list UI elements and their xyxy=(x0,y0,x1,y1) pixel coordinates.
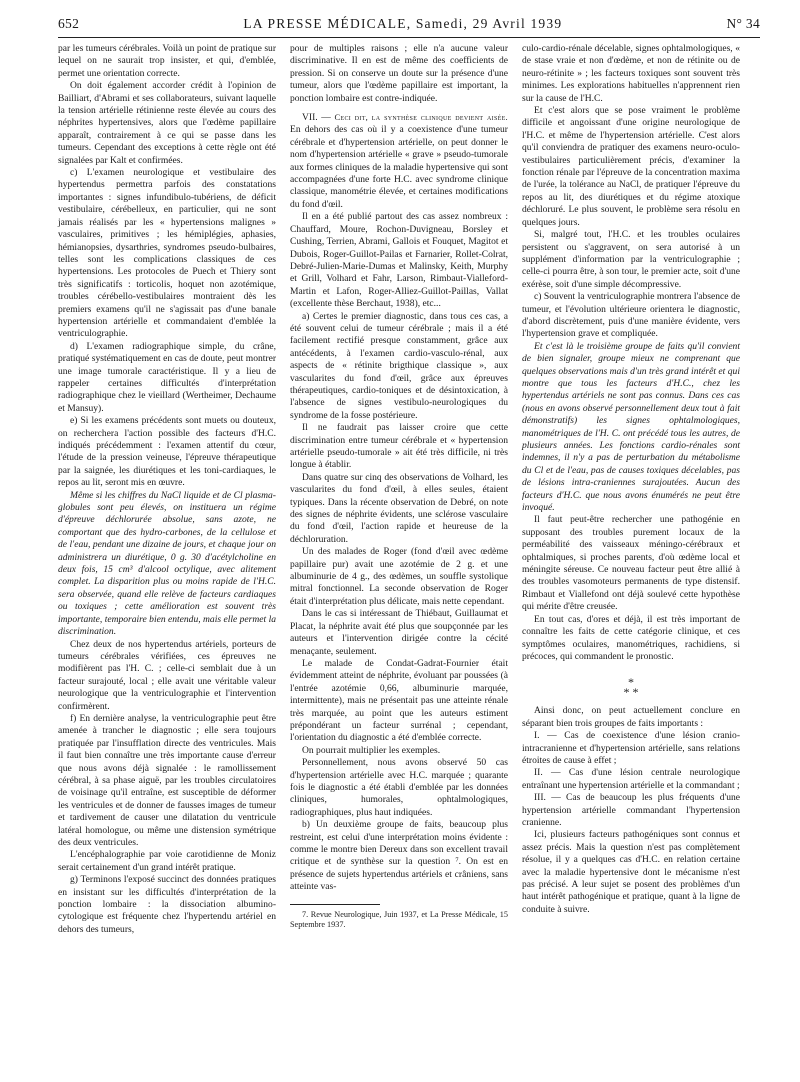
paragraph: b) Un deuxième groupe de faits, beaucoup plus restreint, est celui d'une interprétation moins évidente : comme le montre bien Dereux dans son excellent travail critique et de synthèse sur la question ⁷. On est en présence de sujets hypertendus artériels et crâniens, sans atteinte vas- xyxy=(290,819,508,893)
section-heading xyxy=(290,111,508,211)
paragraph: culo-cardio-rénale décelable, signes ophtalmologiques, « de stase vraie et non d'œdème, et non de rétinite ou de neuro-rétinite » ; les facteurs toxiques sont souvent très minimes. Les explorations habituelles n'apprennent rien sur la cause de l'H.C. xyxy=(522,43,740,104)
paragraph: Et c'est là le troisième groupe de faits qu'il convient de bien signaler, groupe mieux ne comprenant que quelques observations mais d'un très grand intérêt et qui montre que tous les facteurs d'H.C., chez les hypertendus artériels ne sont pas connus. Dans ces cas (nous en avons observé personnellement deux tout à fait démonstratifs) les signes ophtalmologiques, manométriques de l'H. C. ont précédé tous les autres, de plusieurs années. Les fonctions cardio-rénales sont indemnes, il n'y a pas de perturbation du métabolisme du Cl et de l'eau, pas de causes toxiques décelables, pas de lésions intra-craniennes surajoutées. Aucun des facteurs d'H.C. que nous avons énumérés ne peut être invoqué. xyxy=(522,340,740,514)
paragraph: c) L'examen neurologique et vestibulaire des hypertendus permettra parfois des constatations importantes : signes infundibulo-tubériens, de déficit vestibulaire, cérébelleux, en particulier, qui ne sont jamais réalisés par les « hypertensions malignes » vasculaires, primitives ; les hémiplégies, aphasies, hémianopsies, dysarthries, syndromes pseudo-bulbaires, telles sont les complications classiques de ces hypertensions. Les protocoles de Puech et Thiery sont très significatifs : torticolis, hoquet non azotémique, troubles cérébello-vestibulaires montraient dès les premiers examens qu'il ne s'agissait pas d'une banale hypertension artérielle et commandaient d'emblée la ventriculographie. xyxy=(58,167,276,340)
issue-number: N° 34 xyxy=(726,16,760,31)
paragraph: Il ne faudrait pas laisser croire que cette discrimination entre tumeur cérébrale et « hypertension artérielle pseudo-tumorale » ait été très difficile, ni très longue à établir. xyxy=(290,422,508,471)
section-title: Ceci dit, la synthèse clinique devient aisée. xyxy=(334,112,508,123)
paragraph: Chez deux de nos hypertendus artériels, porteurs de tumeurs cérébrales vérifiées, ces épreuves ne modifièrent pas l'H. C. ; celle-ci semblait due à un facteur surajouté, local ; elle avait une véritable valeur neurologique que la ventriculographie et l'intervention confirmèrent. xyxy=(58,638,276,712)
page-header xyxy=(58,16,760,36)
column-1 xyxy=(58,43,276,936)
paragraph: En tout cas, d'ores et déjà, il est très important de connaître les faits de cette catégorie clinique, et ces symptômes oculaires, manométriques, rachidiens, si précoces, qui commandent le pronostic. xyxy=(522,613,740,662)
paragraph: Il en a été publié partout des cas assez nombreux : Chauffard, Moure, Rochon-Duvigneau, Borsley et Cushing, Terrien, Abrami, Gallois et Fouquet, Magitot et Dubois, Roger-Guillot-Pailas et Farnarier, Rollet-Colrat, Debré-Julien-Marie-Dumas et Malinsky, Keith, Murphy et Grill, Volhard et Fahr, Larson, Rimbaut-Vialleford-Martin et Lafon, Roger-Alliez-Guillot-Paillas, Vallat (excellente thèse Berchaut, 1938), etc... xyxy=(290,211,508,310)
paragraph: Ici, plusieurs facteurs pathogéniques sont connus et assez précis. Mais la question n'est pas complètement résolue, il y a quelques cas d'H.C. en relation certaine avec la maladie hypertensive dont le mécanisme n'est pas précisé. A leur sujet se posent des problèmes d'un haut intérêt pathogénique et pratique, quant à la ligne de conduite à suivre. xyxy=(522,829,740,915)
column-3 xyxy=(522,43,740,916)
footnote: 7. Revue Neurologique, Juin 1937, et La Presse Médicale, 15 Septembre 1937. xyxy=(290,909,508,930)
page-number: 652 xyxy=(58,16,80,31)
paragraph: Dans quatre sur cinq des observations de Volhard, les vascularites du fond d'œil, à elles seules, étaient typiques. Dans la récente observation de Debré, on note des signes de néphrite évidents, une sclérose vasculaire du fond d'œil, l'action rapide et heureuse de la déchloruration. xyxy=(290,471,508,545)
journal-title: LA PRESSE MÉDICALE, Samedi, 29 Avril 1939 xyxy=(243,16,563,31)
paragraph: Dans le cas si intéressant de Thiébaut, Guillaumat et Placat, la néphrite avait été plus que soupçonnée par les auteurs et l'intervention dirigée contre la cécité menaçante, seulement. xyxy=(290,608,508,657)
column-2 xyxy=(290,43,508,931)
section-number: VII. — xyxy=(302,112,331,124)
list-item: I. — Cas de coexistence d'une lésion cranio-intracranienne et d'hypertension artérielle, sans relations étroites de cause à effet ; xyxy=(522,730,740,766)
paragraph: par les tumeurs cérébrales. Voilà un point de pratique sur lequel on ne saurait trop insister, et qui, d'emblée, permet une orientation correcte. xyxy=(58,43,276,79)
paragraph: Et c'est alors que se pose vraiment le problème difficile et angoissant d'une origine neurologique de l'H.C. et même de l'hypertension artérielle. C'est alors qu'il conviendra de pratiquer des examens neuro-oculo-vestibulaires particulièrement précis, d'examiner la fonction rénale par l'épreuve de la concentration maxima de l'urée, la tolérance au NaCl, de pratiquer l'épreuve du repos au lit, des diurétiques et du régime atoxique déchloruré. Le plus souvent, le problème sera résolu en quelques jours. xyxy=(522,105,740,228)
paragraph: e) Si les examens précédents sont muets ou douteux, on recherchera l'action possible des facteurs d'H.C. indiqués précédemment : l'examen attentif du cœur, l'étude de la pression veineuse, l'épreuve thérapeutique par la saignée, les diurétiques et les toni-cardiaques, le repos au lit, seront mis en œuvre. xyxy=(58,415,276,489)
paragraph: Il faut peut-être rechercher une pathogénie en supposant des troubles purement locaux de la perméabilité des vaisseaux méningo-cérébraux et ophtalmiques, si proches parents, d'où œdème local et méningite séreuse. Ce nouveau facteur peut être allié à des troubles vasomoteurs permanents de type distensif. Rimbaut et Viallefond ont déjà soulevé cette hypothèse qui mérite d'être creusée. xyxy=(522,514,740,613)
section-separator: * * * xyxy=(623,675,639,700)
paragraph: Le malade de Condat-Gadrat-Fournier était évidemment atteint de néphrite, évoluant par poussées (à l'entrée azotémie 0,66, albuminurie marquée, intermittente), mais ne présentait pas une atteinte rénale très marquée, au point que les auteurs estiment prépondérant un facteur surrénal ; cependant, l'orientation du diagnostic a été d'emblée correcte. xyxy=(290,657,508,744)
paragraph: Ainsi donc, on peut actuellement conclure en séparant bien trois groupes de faits importants : xyxy=(522,705,740,729)
paragraph: Un des malades de Roger (fond d'œil avec œdème papillaire pur) avait une azotémie de 2 g. et une albuminurie de 4 g., des œdèmes, un souffle systolique mitral fonctionnel. La seconde observation de Roger était d'interprétation plus délicate, mais nette cependant. xyxy=(290,546,508,607)
paragraph: a) Certes le premier diagnostic, dans tous ces cas, a été souvent celui de tumeur cérébrale ; mais il a été facilement rectifié presque constamment, grâce aux antécédents, à l'examen cardio-vasculo-rénal, aux aspects de « rétinite brigthique classique », aux vascularites du fond d'œil, grâce aux épreuves thérapeutiques, cardio-toniques et de désintoxication, à l'absence de signes vestibulo-neurologiques du syndrome de la fosse postérieure. xyxy=(290,310,508,421)
paragraph: En dehors des cas où il y a coexistence d'une tumeur cérébrale et d'hypertension artérielle, on peut donner le nom d'hypertension artérielle « grave » pseudo-tumorale aux formes cliniques de la maladie hypertensive qui sont accompagnées d'une forte H.C. avec syndrome clinique classique, manométrie élevée, et certaines modifications du fond d'œil. xyxy=(290,124,508,210)
paragraph: Personnellement, nous avons observé 50 cas d'hypertension artérielle avec H.C. marquée ; quarante fois le diagnostic a été établi d'emblée par les données cliniques, humorales, ophtalmologiques, radiographiques, plus haut indiquées. xyxy=(290,757,508,818)
paragraph: Même si les chiffres du NaCl liquide et de Cl plasma-globules sont peu élevés, on instituera un régime d'épreuve déchlorurée absolue, sans azote, ne comportant que des hydro-carbones, de la cellulose et de l'eau, pendant une dizaine de jours, et chaque jour on administrera un diurétique, 0 g. 30 d'acétylcholine en deux fois, 15 cm³ d'alcool octylique, avec alitement complet. La disparition plus ou moins rapide de l'H.C. sera observée, quand elle relève de facteurs cardiaques ou toxiques ; cette amélioration est souvent très importante, temporaire bien entendu, mais elle permet la discrimination. xyxy=(58,489,276,638)
paragraph: On pourrait multiplier les exemples. xyxy=(302,744,441,756)
footnote-rule xyxy=(290,904,380,905)
paragraph: d) L'examen radiographique simple, du crâne, pratiqué systématiquement en cas de doute, peut montrer une image tumorale caractéristique. Il y a lieu de rappeler certaines difficultés d'interprétation radiographique chez le vieillard (Wertheimer, Dechaume et Mansuy). xyxy=(58,340,276,414)
list-item: II. — Cas d'une lésion centrale neurologique entraînant une hypertension artérielle et la commandant ; xyxy=(522,767,740,791)
list-item: III. — Cas de beaucoup les plus fréquents d'une hypertension artérielle commandant l'hypertension cranienne. xyxy=(522,792,740,828)
paragraph: g) Terminons l'exposé succinct des données pratiques en insistant sur les difficultés d'interprétation de la ponction lombaire : la dissociation albumino-cytologique est fréquente chez l'hypertendu artériel en dehors des tumeurs, xyxy=(58,874,276,935)
header-rule xyxy=(58,37,760,38)
paragraph: On doit également accorder crédit à l'opinion de Bailliart, d'Abrami et ses collaborateurs, suivant laquelle la tension artérielle rétinienne reste élevée au cours des néphrites hypertensives, alors que l'œdème papillaire apparaît, contrairement à ce qui se passe dans les tumeurs. Cependant des exceptions à cette règle ont été signalées par Kalt et confirmées. xyxy=(58,80,276,166)
paragraph: Si, malgré tout, l'H.C. et les troubles oculaires persistent ou s'aggravent, on sera autorisé à un supplément d'information par la ventriculographie ; celle-ci pourra être, à son tour, le premier acte, soit d'une exérèse, soit d'une simple décompressive. xyxy=(522,229,740,290)
paragraph: c) Souvent la ventriculographie montrera l'absence de tumeur, et l'évolution ultérieure orientera le diagnostic, d'abord discrètement, puis d'une manière évidente, vers l'hypertension grave et compliquée. xyxy=(522,291,740,340)
paragraph: f) En dernière analyse, la ventriculographie peut être amenée à trancher le diagnostic ; elle sera toujours pratiquée par l'insufflation directe des ventricules. Mais il faut bien connaître une très importante cause d'erreur que nous avons déjà signalée : le ramollissement cérébral, à sa phase aiguë, par les troubles circulatoires de voisinage qu'il entraîne, est susceptible de déformer les ventricules et de donner de fausses images de tumeur et tardivement de causer une dilatation du ventricule latéral homologue, ou même une distension symétrique des deux ventricules. xyxy=(58,712,276,848)
paragraph: pour de multiples raisons ; elle n'a aucune valeur discriminative. Il en est de même des coefficients de pression. Si on conserve un doute sur la présence d'une tumeur, alors que l'œdème papillaire est important, la ponction lombaire est contre-indiquée. xyxy=(290,43,508,104)
paragraph: L'encéphalographie par voie carotidienne de Moniz serait certainement d'un grand intérêt pratique. xyxy=(58,849,276,873)
